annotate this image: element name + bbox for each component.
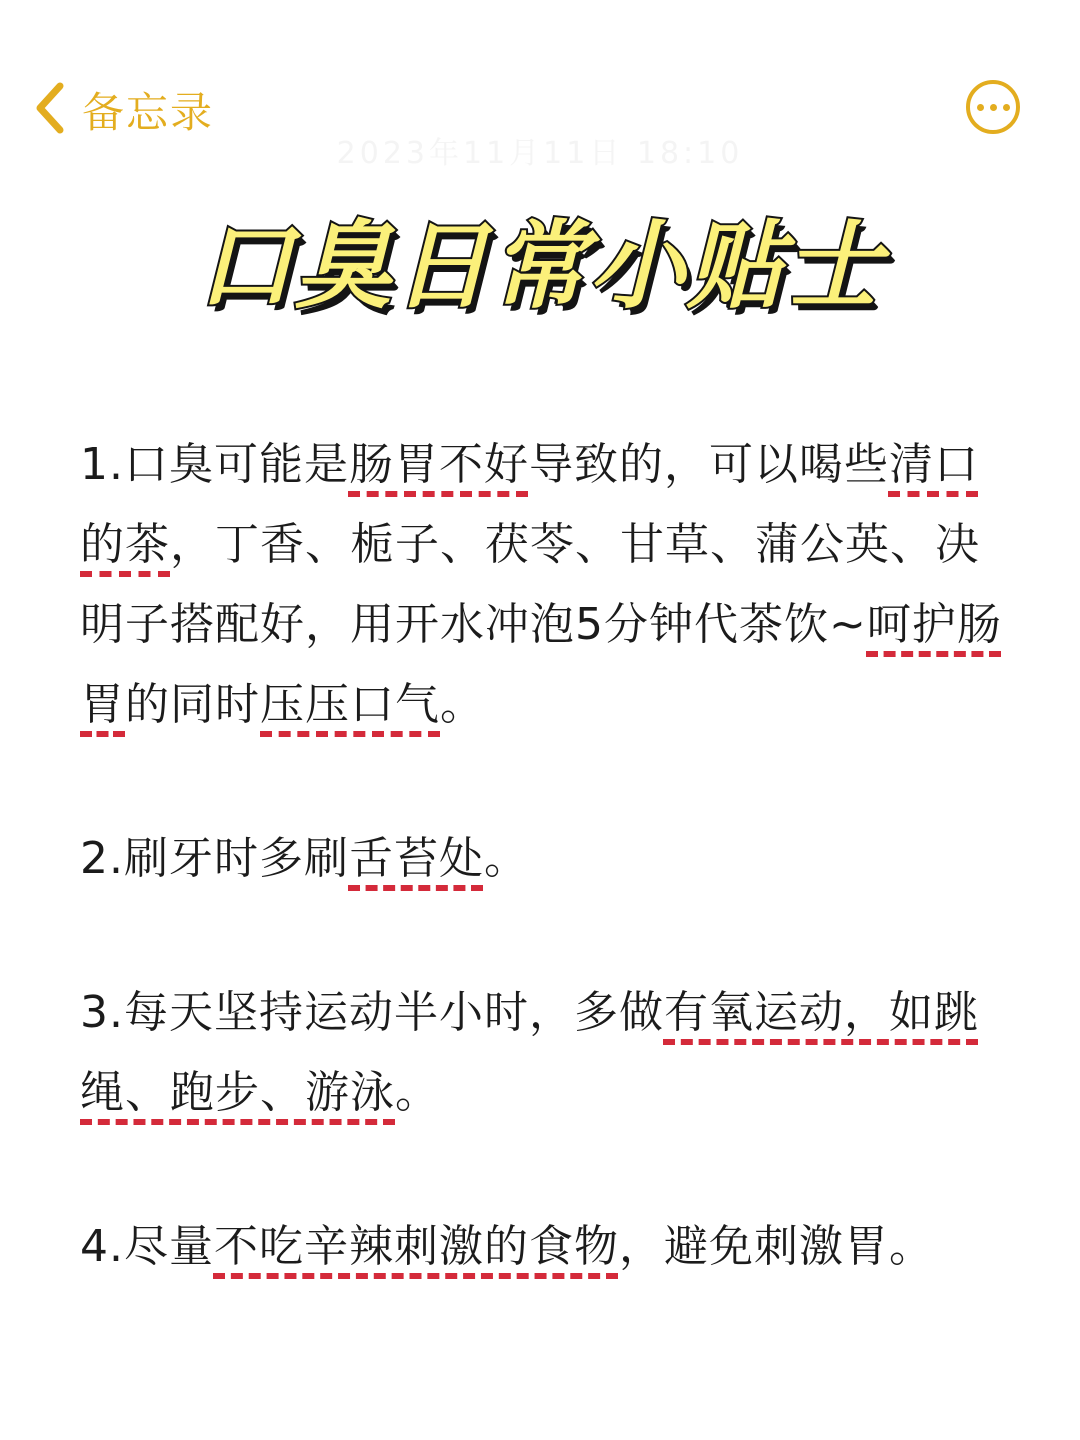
tip-text: 1.口臭可能是 xyxy=(80,439,349,490)
back-button-label: 备忘录 xyxy=(82,88,215,137)
tip-text: 。 xyxy=(395,1067,440,1118)
highlighted-phrase: 肠胃不好 xyxy=(348,439,529,490)
note-timestamp: 2023年11月11日 18:10 xyxy=(336,136,744,171)
tip-text: 2.刷牙时多刷 xyxy=(80,833,349,884)
tip-text: 导致的，可以喝些 xyxy=(528,439,889,490)
tip-paragraph-1 xyxy=(80,425,1020,745)
highlighted-phrase: 压压口气 xyxy=(260,679,440,730)
tip-text: 。 xyxy=(440,679,485,730)
highlighted-phrase: 有氧运动，如跳绳、跑步、游泳 xyxy=(80,987,979,1118)
tip-text: 。 xyxy=(483,833,529,884)
note-body[interactable] xyxy=(80,425,1020,1287)
more-options-button[interactable] xyxy=(966,80,1020,134)
tip-text: 3.每天坚持运动半小时，多做 xyxy=(80,987,664,1038)
ellipsis-circle-icon xyxy=(977,104,1010,111)
tip-text: 4.尽量 xyxy=(80,1221,214,1272)
highlighted-phrase: 清口的茶 xyxy=(80,439,979,570)
highlighted-phrase: 呵护肠胃 xyxy=(80,599,1002,730)
highlighted-phrase: 舌苔处 xyxy=(348,833,484,884)
tip-text: ，丁香、栀子、茯苓、甘草、蒲公英、决明子搭配好，用开水冲泡5分钟代茶饮~ xyxy=(80,519,980,650)
tip-paragraph-2 xyxy=(80,819,1020,899)
tip-text: ，避免刺激胃。 xyxy=(618,1221,934,1272)
note-title: 口臭日常小贴士 xyxy=(197,210,883,322)
tip-text: 的同时 xyxy=(125,679,260,730)
tip-paragraph-3 xyxy=(80,973,1020,1133)
highlighted-phrase: 不吃辛辣刺激的食物 xyxy=(213,1221,619,1272)
tip-paragraph-4 xyxy=(80,1207,1020,1287)
